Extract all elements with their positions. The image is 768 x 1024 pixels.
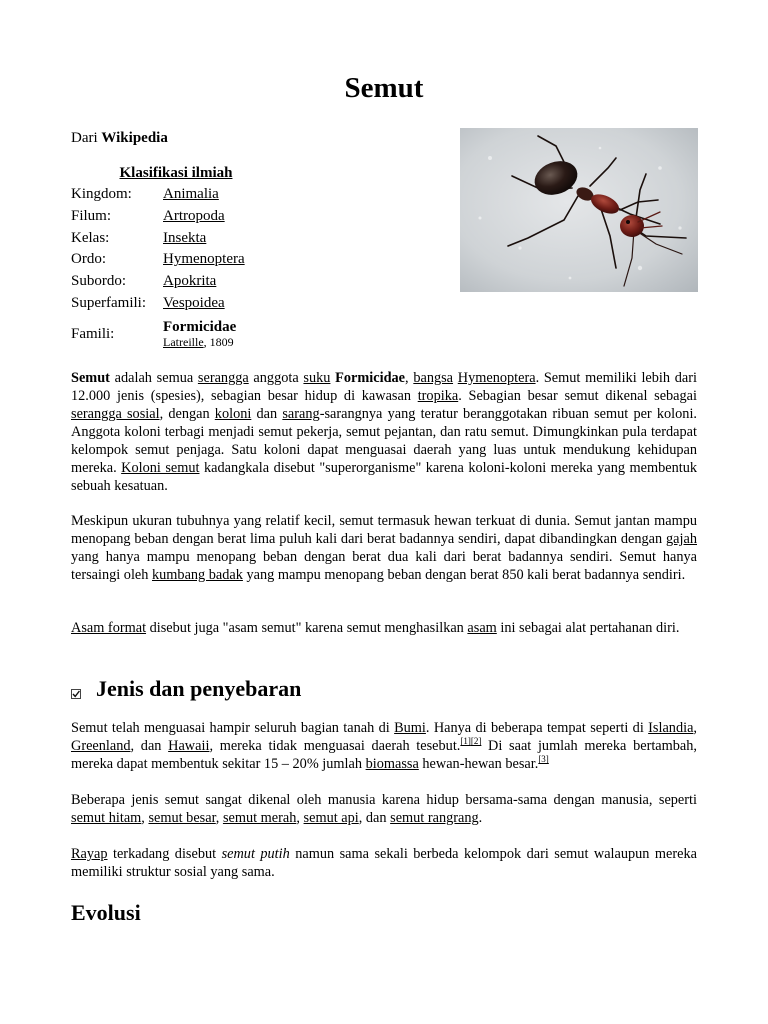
taxobox-key: Superfamili:	[71, 294, 146, 311]
link-semut-besar[interactable]: semut besar	[148, 810, 216, 826]
taxobox-link-superfamili[interactable]: Vespoidea	[163, 294, 225, 311]
taxobox-key: Subordo:	[71, 273, 127, 290]
page-title: Semut	[344, 72, 424, 104]
strength-paragraph	[71, 512, 697, 584]
link-islandia[interactable]: Islandia	[648, 720, 694, 736]
link-sarang[interactable]: sarang	[282, 406, 320, 422]
text: .	[478, 810, 483, 826]
famili-authority	[163, 335, 281, 350]
text: , dengan	[159, 406, 215, 422]
text: yang mampu menopang beban dengan berat 850 kali berat badannya sendiri.	[242, 567, 686, 583]
acid-paragraph	[71, 619, 697, 637]
text: Di saat jumlah mereka bertambah, mereka dapat membentuk sekitar 15 – 20% jumlah	[71, 738, 697, 772]
checkbox-icon[interactable]	[71, 679, 81, 689]
link-bumi[interactable]: Bumi	[394, 720, 426, 736]
taxobox-heading: Klasifikasi ilmiah	[119, 164, 233, 181]
link-biomassa[interactable]: biomassa	[365, 756, 419, 772]
link-semut-rangrang[interactable]: semut rangrang	[390, 810, 479, 826]
subject-bold: Semut	[71, 370, 110, 386]
reference-link[interactable]: [3]	[538, 754, 549, 765]
source-prefix: Dari	[71, 130, 98, 146]
italic-term: semut putih	[221, 846, 290, 862]
distribution-paragraph	[71, 719, 697, 773]
text: , dan	[358, 810, 391, 826]
text: ,	[215, 810, 223, 826]
text: disebut juga "asam semut" karena semut menghasilkan	[146, 620, 468, 636]
reference-link[interactable]: [2]	[470, 736, 482, 747]
taxobox-row	[71, 227, 281, 249]
taxobox-link-kingdom[interactable]: Animalia	[163, 186, 219, 203]
taxobox-row	[71, 184, 281, 206]
reference-link[interactable]: [1]	[460, 736, 471, 747]
link-hawaii[interactable]: Hawaii	[168, 738, 210, 754]
taxobox-row	[71, 271, 281, 293]
link-serangga[interactable]: serangga	[197, 370, 249, 386]
link-semut-api[interactable]: semut api	[303, 810, 359, 826]
text: Beberapa jenis semut sangat dikenal oleh manusia karena hidup bersama-sama dengan manusia, seperti	[71, 792, 697, 808]
link-greenland[interactable]: Greenland	[71, 738, 131, 754]
taxobox-row	[71, 314, 281, 354]
text: , dan	[130, 738, 169, 754]
intro-paragraph	[71, 369, 697, 495]
link-asam-format[interactable]: Asam format	[71, 620, 147, 636]
famili-cell	[163, 318, 281, 350]
text: adalah semua	[109, 370, 198, 386]
source-line	[71, 130, 168, 147]
text: ini sebagai alat pertahanan diri.	[496, 620, 680, 636]
taxobox-row	[71, 292, 281, 314]
taxobox-row	[71, 249, 281, 271]
link-suku[interactable]: suku	[303, 370, 331, 386]
taxobox	[71, 162, 281, 354]
text: . Semut memiliki lebih dari 12.000 jenis (spesies), sebagian besar hidup di kawasan	[71, 370, 697, 404]
ant-photo	[460, 128, 698, 292]
termite-paragraph	[71, 845, 697, 881]
link-asam[interactable]: asam	[467, 620, 497, 636]
link-hymenoptera[interactable]: Hymenoptera	[457, 370, 536, 386]
link-tropika[interactable]: tropika	[417, 388, 459, 404]
text: . Hanya di beberapa tempat seperti di	[425, 720, 649, 736]
text: yang hanya mampu menopang beban dengan berat dua kali dari berat badannya sendiri. Semut hanya tersaingi oleh	[71, 549, 697, 583]
famili-name: Formicidae	[163, 319, 237, 336]
text: . Sebagian besar semut dikenal sebagai	[458, 388, 697, 404]
text: ,	[296, 810, 304, 826]
text: -sarangnya yang teratur beranggotakan ribuan semut per koloni. Anggota koloni terbagi menjadi semut pekerja, semut pejantan, dan ratu semut. Dimungkinkan pula terdapat kelompok semut penjaga. Satu koloni dapat menguasai daerah yang luas untuk mendukung kehidupan mereka.	[71, 406, 697, 476]
taxobox-link-subordo[interactable]: Apokrita	[163, 273, 217, 290]
link-bangsa[interactable]: bangsa	[413, 370, 454, 386]
section-heading-evolusi: Evolusi	[71, 900, 141, 925]
link-koloni[interactable]: koloni	[214, 406, 252, 422]
taxobox-key: Filum:	[71, 208, 112, 225]
taxobox-row	[71, 206, 281, 228]
section-title: Jenis dan penyebaran	[96, 676, 302, 701]
species-paragraph	[71, 791, 697, 827]
text: ,	[405, 370, 414, 386]
authority-year: , 1809	[203, 335, 234, 350]
taxobox-link-kelas[interactable]: Insekta	[163, 229, 207, 246]
text: hewan-hewan besar.	[418, 756, 539, 772]
text: terkadang disebut	[107, 846, 222, 862]
text: namun sama sekali berbeda kelompok dari semut walaupun mereka memiliki struktur sosial yang sama.	[71, 846, 697, 880]
taxobox-link-ordo[interactable]: Hymenoptera	[163, 251, 245, 268]
link-serangga-sosial[interactable]: serangga sosial	[71, 406, 160, 422]
link-gajah[interactable]: gajah	[666, 531, 697, 547]
text: Semut telah menguasai hampir seluruh bagian tanah di	[71, 720, 395, 736]
text: ,	[693, 720, 697, 736]
text: kadangkala disebut "superorganisme" karena koloni-koloni mereka yang membentuk sebuah kesatuan.	[71, 460, 698, 494]
authority-link[interactable]: Latreille	[163, 335, 204, 350]
text: anggota	[248, 370, 304, 386]
taxobox-link-filum[interactable]: Artropoda	[163, 208, 225, 225]
taxobox-key: Kelas:	[71, 229, 110, 246]
link-semut-merah[interactable]: semut merah	[222, 810, 297, 826]
text: Meskipun ukuran tubuhnya yang relatif kecil, semut termasuk hewan terkuat di dunia. Semut jantan mampu menopang beban dengan berat lima puluh kali dari berat badannya sendiri, dapat dibandingkan dengan	[71, 513, 697, 547]
link-koloni-semut[interactable]: Koloni semut	[121, 460, 200, 476]
link-semut-hitam[interactable]: semut hitam	[71, 810, 142, 826]
text: ,	[141, 810, 149, 826]
formicidae-bold: Formicidae	[335, 370, 406, 386]
text: dan	[251, 406, 283, 422]
source-site: Wikipedia	[101, 130, 168, 146]
text: , mereka tidak menguasai daerah tesebut.	[209, 738, 461, 754]
link-kumbang-badak[interactable]: kumbang badak	[152, 567, 243, 583]
taxobox-key: Famili:	[71, 325, 115, 342]
taxobox-key: Ordo:	[71, 251, 106, 268]
link-rayap[interactable]: Rayap	[71, 846, 108, 862]
taxobox-key: Kingdom:	[71, 186, 132, 203]
